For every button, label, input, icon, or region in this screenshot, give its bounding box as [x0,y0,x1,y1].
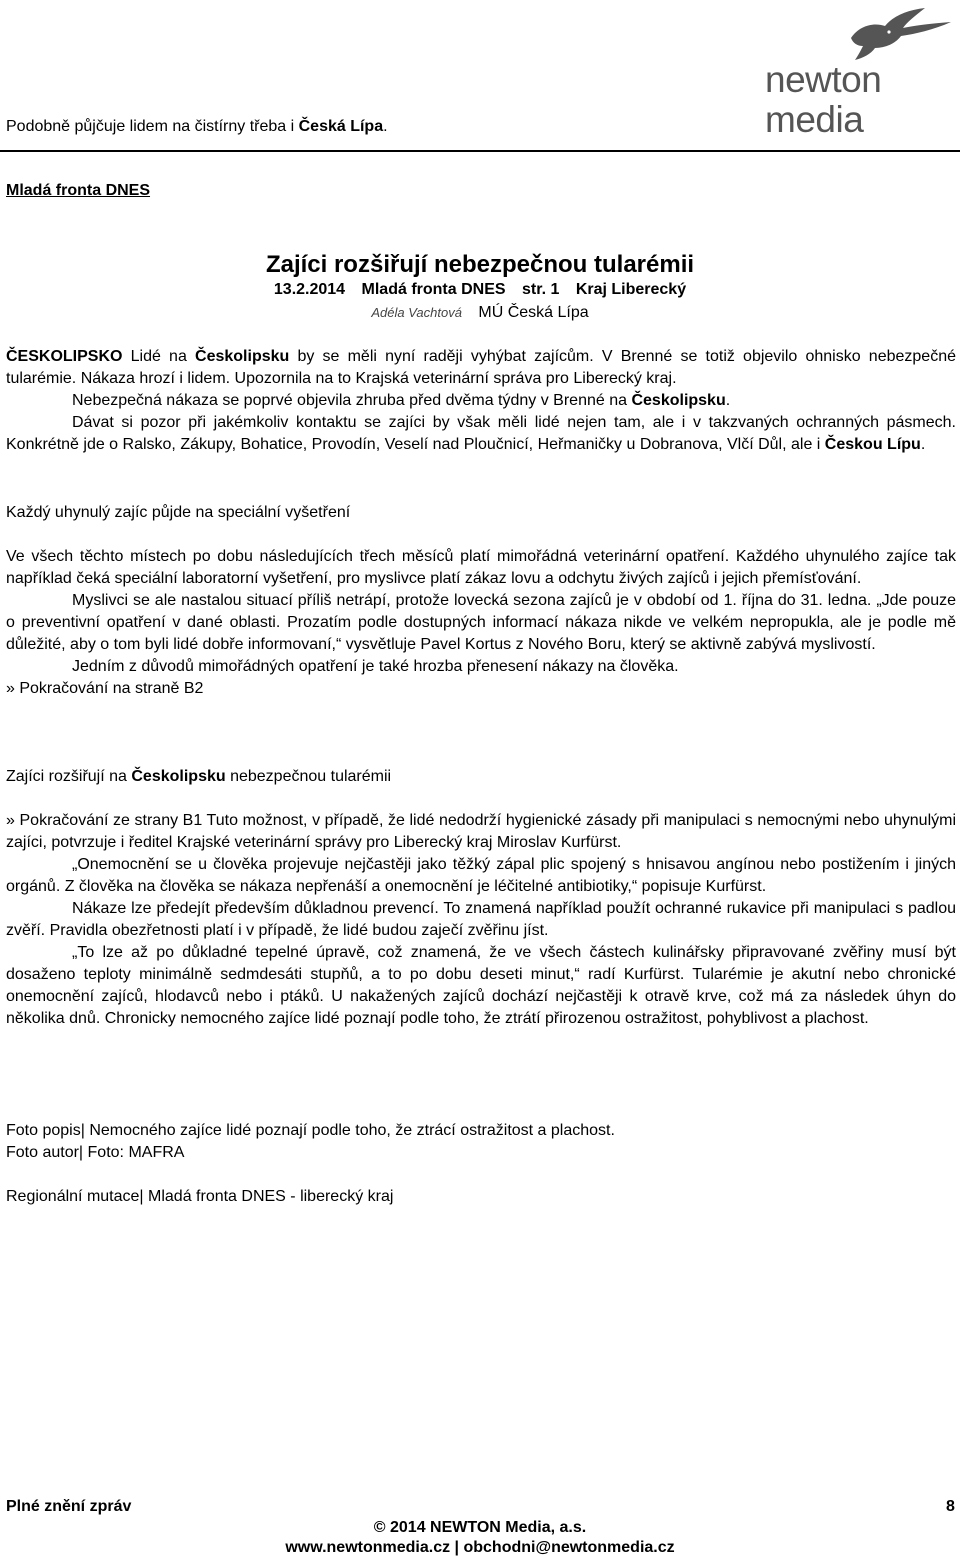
paragraph [6,390,956,412]
paragraph [6,346,956,390]
dateline: ČESKOLIPSKO [6,348,123,365]
footer-copyright: © 2014 NEWTON Media, a.s. [373,1519,587,1536]
page-number: 8 [946,1498,955,1515]
subheading-2 [6,766,956,788]
article-region: MÚ Česká Lípa [478,304,589,321]
footer-contact[interactable]: www.newtonmedia.cz | obchodni@newtonmedia.cz [285,1539,675,1556]
paragraph: Jedním z důvodů mimořádných opatření je také hrozba přenesení nákazy na člověka. [72,658,679,675]
logo-wordmark: newton media [765,59,882,140]
divider-rule [0,150,960,152]
hummingbird-icon [833,8,953,60]
article-title: Zajíci rozšiřují nebezpečnou tularémii [265,251,695,278]
text-run: Dávat si pozor při jakémkoliv kontaktu se zajíci by však měli lidé nejen tam, ale i v takzvaných ochranných pásmech. Konkrétně jde o Ralsko, Zákupy, Bohatice, Provodín, Veselí nad Ploučnicí, Heřmaničky u Dobranova, Vlčí Důl, ale i [6,414,956,453]
text-run: Zajíci rozšiřují na [6,768,132,785]
article-date: 13.2.2014 [273,281,346,298]
article-author: Adéla Vachtová [371,305,462,320]
regional-edition: Regionální mutace| Mladá fronta DNES - liberecký kraj [6,1188,394,1205]
author-line [0,302,960,324]
text-run: Nebezpečná nákaza se poprvé objevila zhruba před dvěma týdny v Brenné na [72,392,632,409]
bold-term: Českolipsku [631,392,726,409]
newton-media-logo [755,8,955,140]
subheading: Každý uhynulý zajíc půjde na speciální vyšetření [6,504,351,521]
paragraph: „To lze až po důkladné tepelné úpravě, což znamená, že ve všech částech kulinářsky připravované zvěřiny musí být dosaženo teploty minimálně sedmdesáti stupňů, a to po dobu deseti minut,“ radí Kurfürst. Tularémie je akutní nebo chronické onemocnění zajíců, hlodavců nebo i ptáků. U nakažených zajíců dochází nejčastěji k otravě krve, což má za následek úhyn do několika dnů. Chronicky nemocného zajíce lidé poznají podle toho, že ztrátí přirozenou ostražitost, pohyblivost a plachost. [6,944,956,1027]
intro-suffix: . [383,118,388,135]
photo-author: Foto autor| Foto: MAFRA [6,1144,185,1161]
article-body-part2 [6,546,956,700]
paragraph: Ve všech těchto místech po dobu následujících třech měsíců platí mimořádná veterinární opatření. Každého uhynulého zajíce tak například čeká speciální laboratorní vyšetření, pro myslivce platí zákaz lovu a odchytu živých zajíců i jejich přemísťování. [6,548,956,587]
continuation-note: » Pokračování na straně B2 [6,680,204,697]
photo-caption: Foto popis| Nemocného zajíce lidé poznají podle toho, že ztrácí ostražitost a plachost. [6,1122,615,1139]
text-run: by se měli nyní raději vyhýbat zajícům. V Brenné se totiž objevilo ohnisko nebezpečné tularémie. Nákaza hrozí i lidem. Upozornila na to Krajská veterinární správa pro Liberecký kraj. [6,348,956,387]
intro-place: Česká Lípa [298,118,384,135]
paragraph: » Pokračování ze strany B1 Tuto možnost, v případě, že lidé nedodrží hygienické zásady při manipulaci s nemocnými nebo uhynulými zajíci, potvrzuje i ředitel Krajské veterinární správy pro Liberecký kraj Miroslav Kurfürst. [6,812,956,851]
article-source: Mladá fronta DNES [361,281,506,298]
paragraph: „Onemocnění se u člověka projevuje nejčastěji jako těžký zápal plic spojený s hnisavou angínou nebo postižením i jiných orgánů. Z člověka na člověka se nákaza nepřenáší a onemocnění je léčitelné antibiotiky,“ popisuje Kurfürst. [6,856,956,895]
bold-term: Českolipsku [195,348,290,365]
article-meta [0,279,960,301]
paragraph: Myslivci se ale nastalou situací příliš netrápí, protože lovecká sezona zajíců je v období od 1. října do 31. ledna. „Jde pouze o preventivní opatření v dané oblasti. Prozatím podle dostupných informací nákaza nikde ve velkém nepropukla, ale je podle mě důležité, aby o tom byli lidé dobře informovaní,“ vysvětluje Pavel Kortus z Nového Boru, který se aktivně zabývá myslivostí. [6,592,956,653]
text-run: nebezpečnou tularémii [225,768,392,785]
bold-term: Českou Lípu [824,436,921,453]
article-section: Kraj Liberecký [575,281,687,298]
bold-term: Českolipsku [131,768,226,785]
intro-prefix: Podobně půjčuje lidem na čistírny třeba i [6,118,299,135]
paragraph: Nákaze lze předejít především důkladnou prevencí. To znamená například použít ochranné rukavice při manipulaci s padlou zvěří. Pravidla obezřetnosti platí i v případě, že lidé budou zaječí zvěřinu jíst. [6,900,956,939]
source-link[interactable]: Mladá fronta DNES [6,182,151,199]
paragraph [6,412,956,456]
article-body-part1 [6,346,956,456]
article-page: str. 1 [522,281,560,298]
text-run: . [725,392,731,409]
text-run: . [920,436,926,453]
article-body-part3 [6,810,956,1030]
footer-label: Plné znění zpráv [6,1498,132,1515]
intro-line [6,116,388,138]
text-run: Lidé na [122,348,196,365]
